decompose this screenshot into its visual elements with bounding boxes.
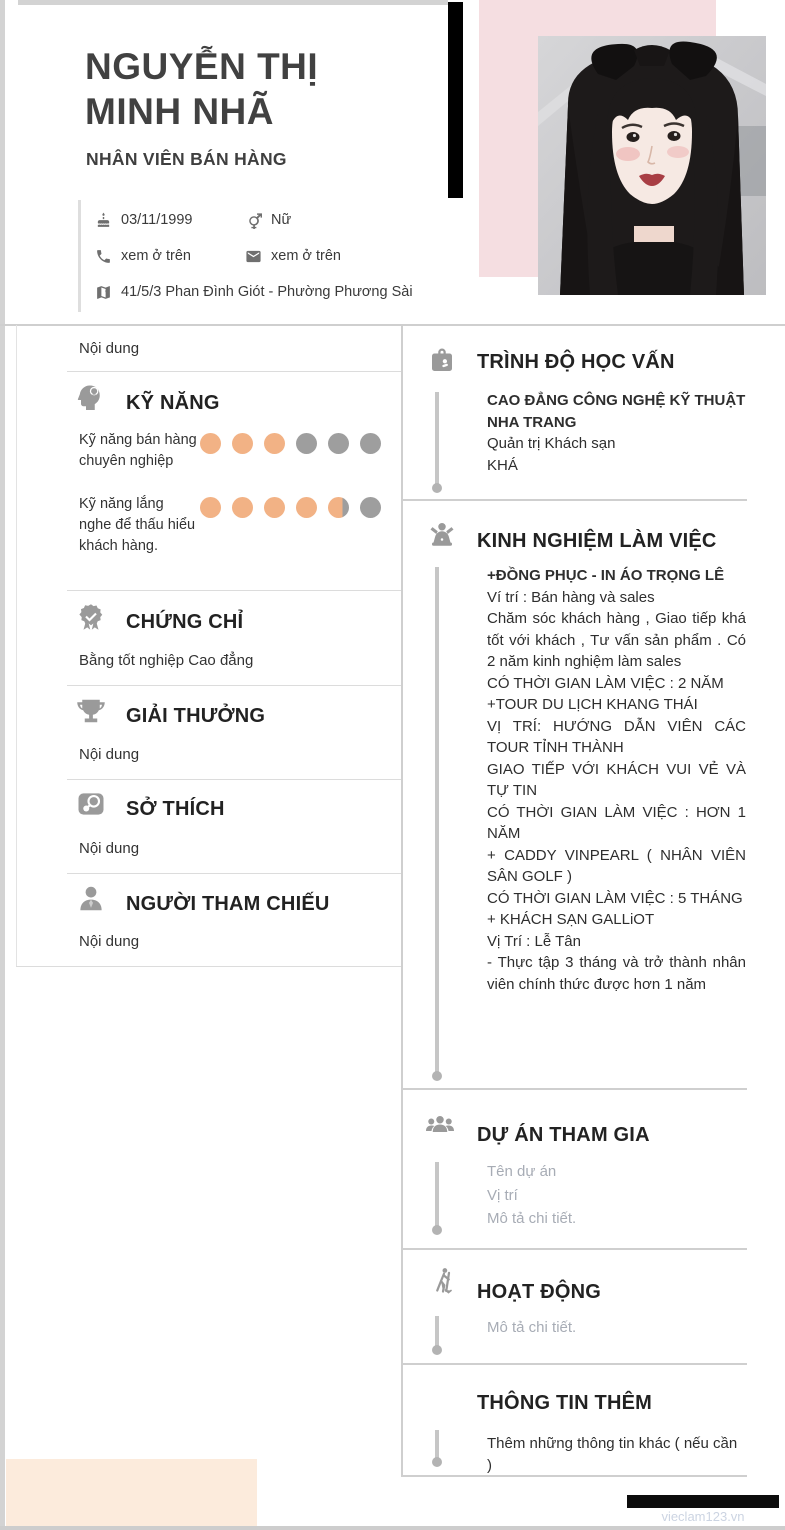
- address-value: 41/5/3 Phan Đình Giót - Phường Phương Sài: [121, 284, 413, 300]
- experience-section-title: KINH NGHIỆM LÀM VIỆC: [477, 530, 717, 552]
- rating-dot[interactable]: [360, 433, 381, 454]
- page-edge-left: [0, 0, 5, 1530]
- projects-section-title: DỰ ÁN THAM GIA: [477, 1124, 650, 1146]
- additional-info-section-title: THÔNG TIN THÊM: [477, 1392, 653, 1414]
- rating-dot[interactable]: [328, 497, 349, 518]
- content-line: - Thực tập 3 tháng và trở thành nhân viên chính thức được hơn 1 năm: [487, 954, 746, 993]
- activities-placeholder-field[interactable]: [487, 1317, 746, 1339]
- projects-timeline: [435, 1162, 439, 1226]
- projects-placeholder-fields[interactable]: [487, 1160, 746, 1231]
- rating-dot[interactable]: [232, 433, 253, 454]
- footer-peach-block: [6, 1459, 257, 1526]
- left-card-bottom-border: [16, 966, 401, 967]
- references-placeholder-field[interactable]: Nội dung: [79, 933, 140, 950]
- phone-icon: [93, 246, 113, 266]
- person-icon: [76, 884, 106, 914]
- candidate-name[interactable]: NGUYỄN THỊ MINH NHÃ: [85, 46, 319, 133]
- content-line: Quản trị Khách sạn: [487, 435, 616, 452]
- left-card-border: [16, 325, 17, 967]
- skill-label: Kỹ năng bán hàng chuyên nghiệp: [79, 432, 197, 469]
- activities-section-title: HOẠT ĐỘNG: [477, 1281, 602, 1303]
- activities-placeholder: Mô tả chi tiết.: [487, 1319, 577, 1336]
- rating-dot[interactable]: [264, 433, 285, 454]
- content-line: Vị Trí : Lễ Tân: [487, 932, 581, 950]
- experience-worker-icon: [427, 521, 457, 551]
- section-divider: [67, 779, 401, 780]
- hobbies-placeholder-field[interactable]: Nội dung: [79, 840, 140, 857]
- skills-head-icon: [76, 383, 106, 413]
- skill-item[interactable]: [79, 430, 391, 472]
- references-section-title: NGƯỜI THAM CHIẾU: [126, 893, 330, 915]
- phone-value: xem ở trên: [121, 248, 191, 264]
- gender-value: Nữ: [271, 212, 292, 228]
- certificates-content[interactable]: Bằng tốt nghiệp Cao đẳng: [79, 652, 254, 669]
- certificate-rosette-icon: [76, 602, 106, 632]
- address-field[interactable]: [93, 282, 413, 302]
- contact-row: [93, 238, 428, 274]
- contact-row: [93, 274, 428, 310]
- rating-dot[interactable]: [200, 433, 221, 454]
- rating-dot[interactable]: [232, 497, 253, 518]
- watermark: vieclam123.vn: [661, 1509, 745, 1524]
- skills-section-title: KỸ NĂNG: [126, 392, 220, 414]
- birthday-cake-icon: [93, 210, 113, 230]
- contact-block: [78, 200, 428, 312]
- content-line: GIAO TIẾP VỚI KHÁCH VUI VẺ VÀ TỰ TIN: [487, 760, 746, 799]
- content-line: VỊ TRÍ: HƯỚNG DẪN VIÊN CÁC TOUR TỈNH THÀNH: [487, 717, 746, 756]
- phone-field[interactable]: [93, 246, 243, 266]
- trophy-icon: [76, 696, 106, 726]
- contact-row: [93, 202, 428, 238]
- skill-item[interactable]: [79, 494, 391, 557]
- experience-section: [403, 501, 747, 1090]
- content-line: CÓ THỜI GIAN LÀM VIỆC : HƠN 1 NĂM: [487, 803, 746, 842]
- section-divider: [67, 590, 401, 591]
- map-marker-icon: [93, 282, 113, 302]
- email-value: xem ở trên: [271, 248, 341, 264]
- certificates-section-title: CHỨNG CHỈ: [126, 611, 244, 633]
- notes-placeholder-field[interactable]: Nội dung: [79, 340, 140, 357]
- dob-value: 03/11/1999: [121, 212, 193, 228]
- gender-field[interactable]: [243, 210, 291, 230]
- envelope-icon: [243, 246, 263, 266]
- content-line: + KHÁCH SẠN GALLiOT: [487, 911, 655, 928]
- section-divider: [67, 873, 401, 874]
- page-edge-top: [18, 0, 448, 5]
- content-line: Ví trí : Bán hàng và sales: [487, 588, 655, 606]
- awards-section-title: GIẢI THƯỞNG: [126, 705, 266, 727]
- group-icon: [425, 1113, 455, 1143]
- section-divider: [67, 371, 401, 372]
- skill-rating-dots[interactable]: [200, 430, 381, 472]
- rating-dot[interactable]: [296, 497, 317, 518]
- content-line: Chăm sóc khách hàng , Giao tiếp khá tốt với khách , Tư vấn sản phẩm . Có 2 năm kinh nghiệm làm sales: [487, 610, 746, 670]
- rating-dot[interactable]: [200, 497, 221, 518]
- project-placeholder[interactable]: Mô tả chi tiết.: [487, 1210, 577, 1227]
- additional-info-section: [403, 1365, 747, 1477]
- hobby-icon: [76, 789, 106, 819]
- job-title[interactable]: NHÂN VIÊN BÁN HÀNG: [86, 149, 287, 169]
- additional-info-timeline: [435, 1430, 439, 1458]
- email-field[interactable]: [243, 246, 341, 266]
- profile-photo[interactable]: [538, 36, 766, 295]
- project-placeholder[interactable]: Vị trí: [487, 1186, 518, 1204]
- education-section-title: TRÌNH ĐỘ HỌC VẤN: [477, 351, 675, 373]
- project-placeholder[interactable]: Tên dự án: [487, 1163, 557, 1180]
- education-section: [403, 324, 747, 501]
- education-content[interactable]: [487, 390, 746, 476]
- awards-placeholder-field[interactable]: Nội dung: [79, 746, 140, 763]
- content-line: KHÁ: [487, 456, 518, 474]
- skill-rating-dots[interactable]: [200, 494, 381, 557]
- skill-label: Kỹ năng lắng nghe để thấu hiểu khách hàng.: [79, 496, 196, 554]
- activity-hiker-icon: [428, 1266, 458, 1296]
- content-line: CÓ THỜI GIAN LÀM VIỆC : 5 THÁNG: [487, 889, 743, 907]
- rating-dot[interactable]: [328, 433, 349, 454]
- content-line: CAO ĐẲNG CÔNG NGHỆ KỸ THUẬT NHA TRANG: [487, 392, 746, 431]
- section-divider: [67, 685, 401, 686]
- experience-content[interactable]: [487, 565, 746, 995]
- page-edge-bottom: [0, 1526, 785, 1530]
- content-line: + CADDY VINPEARL ( NHÂN VIÊN SÂN GOLF ): [487, 846, 746, 885]
- content-line: +ĐỒNG PHỤC - IN ÁO TRỌNG LÊ: [487, 567, 725, 584]
- activities-section: [403, 1250, 747, 1365]
- rating-dot[interactable]: [264, 497, 285, 518]
- education-bag-icon: [427, 346, 457, 376]
- footer-black-bar: [627, 1495, 779, 1508]
- hobbies-section-title: SỞ THÍCH: [126, 798, 225, 820]
- rating-dot[interactable]: [360, 497, 381, 518]
- education-timeline: [435, 392, 439, 484]
- projects-section: [403, 1090, 747, 1250]
- additional-info-content[interactable]: Thêm những thông tin khác ( nếu cần ): [487, 1435, 738, 1474]
- content-line: CÓ THỜI GIAN LÀM VIỆC : 2 NĂM: [487, 674, 724, 692]
- rating-dot[interactable]: [296, 433, 317, 454]
- gender-icon: [243, 210, 263, 230]
- activities-timeline: [435, 1316, 439, 1346]
- header-accent-bar: [448, 2, 463, 198]
- content-line: +TOUR DU LỊCH KHANG THÁI: [487, 696, 698, 713]
- dob-field[interactable]: [93, 210, 243, 230]
- experience-timeline: [435, 567, 439, 1072]
